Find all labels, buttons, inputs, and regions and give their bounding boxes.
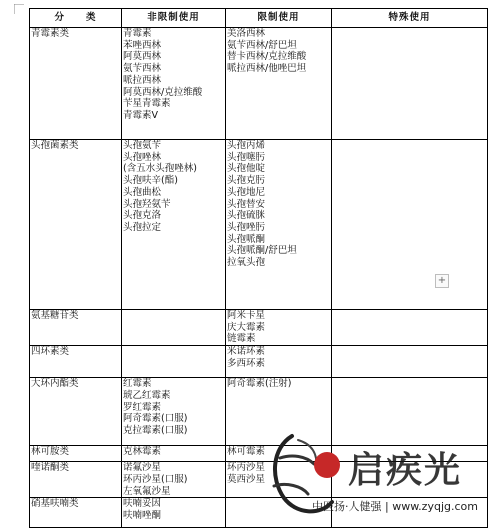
drug-name: 头孢羟氨苄 [123, 198, 171, 210]
drug-name: 阿奇霉素(口服) [123, 413, 188, 425]
drug-name: 头孢他啶 [227, 163, 266, 175]
drug-name: 哌拉西林 [123, 74, 162, 86]
header-special: 特殊使用 [332, 9, 488, 28]
drug-name: 庆大霉素 [227, 321, 266, 333]
drug-name: 哌拉西林/他唑巴坦 [227, 63, 307, 75]
drug-name: 头孢氨苄 [123, 140, 162, 151]
drug-name: 莫西沙星 [227, 473, 266, 485]
cell-restricted [226, 446, 332, 462]
cell-non-restricted [122, 346, 226, 378]
cell-restricted [226, 140, 332, 310]
cell-special [332, 462, 488, 498]
cell-restricted [226, 498, 332, 528]
drug-name: 美洛西林 [227, 28, 266, 39]
drug-name: 氨苄西林 [123, 63, 162, 75]
drug-name: 呋喃妥因 [123, 498, 162, 510]
table-row [30, 28, 488, 140]
header-non-restricted: 非限制使用 [122, 9, 226, 28]
drug-name: 氨苄西林/舒巴坦 [227, 39, 297, 51]
table-row [30, 498, 488, 528]
table-move-handle-icon[interactable] [14, 4, 24, 14]
drug-name: 苄星青霉素 [123, 98, 171, 110]
drug-name: 多西环素 [227, 357, 266, 369]
drug-name: 替卡西林/克拉维酸 [227, 51, 307, 63]
cell-special [332, 446, 488, 462]
watermark-brand: 启疾光 [348, 449, 463, 491]
table-row [30, 446, 488, 462]
drug-name: 阿莫西林/克拉维酸 [123, 86, 203, 98]
drug-name: 头孢唑肟 [227, 221, 266, 233]
table-header-row [30, 9, 488, 28]
drug-name: 头孢哌酮 [227, 233, 266, 245]
drug-name: 诺氟沙星 [123, 462, 162, 474]
row-category: 喹诺酮类 [30, 462, 122, 498]
cell-non-restricted [122, 140, 226, 310]
cell-special [332, 140, 488, 310]
drug-name: 头孢克洛 [123, 210, 162, 222]
row-category: 林可胺类 [30, 446, 122, 462]
cell-special [332, 28, 488, 140]
drug-name: 琥乙红霉素 [123, 389, 171, 401]
table-row [30, 346, 488, 378]
drug-name: 左氧氟沙星 [123, 485, 171, 497]
drug-name: 头孢拉定 [123, 221, 162, 233]
header-restricted: 限制使用 [226, 9, 332, 28]
cell-non-restricted [122, 310, 226, 346]
drug-name: 罗红霉素 [123, 401, 162, 413]
drug-name: 克林霉素 [123, 446, 162, 458]
cell-special [332, 378, 488, 446]
cell-restricted [226, 346, 332, 378]
drug-name: 头孢克肟 [227, 175, 266, 187]
drug-name: 头孢哌酮/舒巴坦 [227, 245, 297, 257]
antibiotic-classification-table [29, 8, 488, 528]
drug-name: 头孢曲松 [123, 186, 162, 198]
cell-non-restricted [122, 462, 226, 498]
cell-restricted [226, 378, 332, 446]
table-row [30, 462, 488, 498]
drug-name: 拉氧头孢 [227, 257, 266, 269]
drug-name: 克拉霉素(口服) [123, 424, 188, 436]
drug-name: 头孢呋辛(酯) [123, 175, 178, 187]
cell-special [332, 498, 488, 528]
drug-name: 链霉素 [227, 333, 256, 345]
row-category: 大环内酯类 [30, 378, 122, 446]
table-row [30, 378, 488, 446]
cell-special [332, 346, 488, 378]
table-row [30, 310, 488, 346]
cell-non-restricted [122, 498, 226, 528]
cell-non-restricted [122, 378, 226, 446]
drug-name: 头孢丙烯 [227, 140, 266, 151]
drug-name: 头孢唑林 [123, 151, 162, 163]
drug-name: 环丙沙星(口服) [123, 473, 188, 485]
cell-non-restricted [122, 446, 226, 462]
drug-name: 阿奇霉素(注射) [227, 378, 292, 390]
drug-name: 红霉素 [123, 378, 152, 390]
row-category: 四环素类 [30, 346, 122, 378]
drug-name: 环丙沙星 [227, 462, 266, 474]
row-category: 青霉素类 [30, 28, 122, 140]
drug-name: 青霉素Ⅴ [123, 109, 158, 121]
watermark-slogan: 中医扬·人健强 | www.zyqjg.com [312, 500, 478, 513]
drug-name: 头孢地尼 [227, 186, 266, 198]
header-category: 分 类 [30, 9, 122, 28]
row-category: 头孢菌素类 [30, 140, 122, 310]
cell-special [332, 310, 488, 346]
drug-name: 林可霉素 [227, 446, 266, 458]
drug-name: 阿莫西林 [123, 51, 162, 63]
cell-non-restricted [122, 28, 226, 140]
drug-name: 米诺环素 [227, 346, 266, 358]
drug-name: 头孢替安 [227, 198, 266, 210]
drug-name: 头孢噻肟 [227, 151, 266, 163]
row-category: 氨基糖苷类 [30, 310, 122, 346]
drug-name: 苯唑西林 [123, 39, 162, 51]
drug-name: 呋喃唑酮 [123, 509, 162, 521]
cell-restricted [226, 28, 332, 140]
drug-name: 头孢硫脒 [227, 210, 266, 222]
add-row-button[interactable]: + [435, 274, 449, 288]
drug-name: 阿米卡星 [227, 310, 266, 321]
table-row [30, 140, 488, 310]
drug-name: 青霉素 [123, 28, 152, 39]
drug-name: (含五水头孢唑林) [123, 163, 197, 175]
cell-restricted [226, 310, 332, 346]
cell-restricted [226, 462, 332, 498]
row-category: 硝基呋喃类 [30, 498, 122, 528]
